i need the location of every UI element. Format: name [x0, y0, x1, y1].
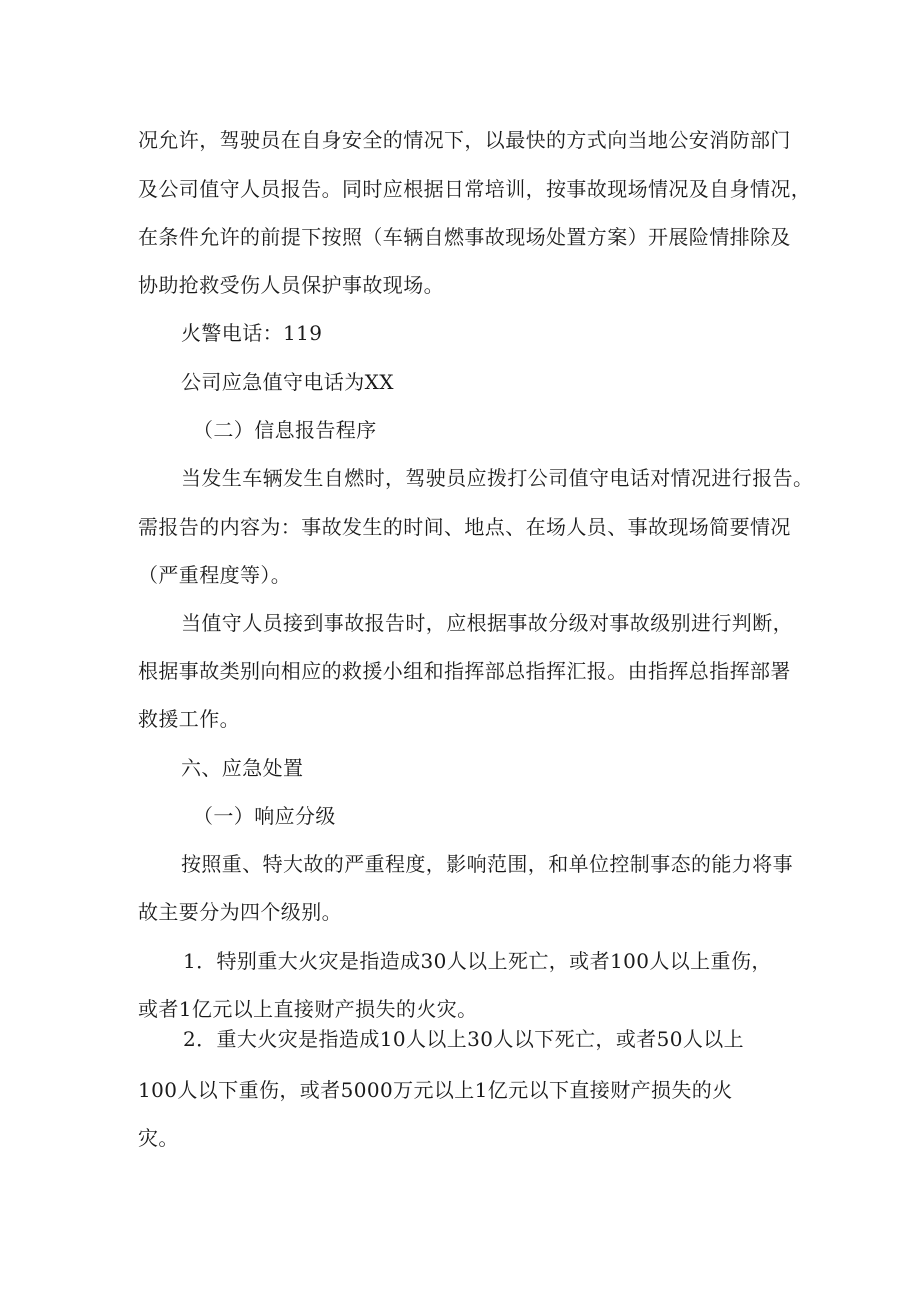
fire-alarm-phone-line: 火警电话：119 [181, 321, 323, 345]
section-heading: （一）响应分级 [193, 804, 336, 828]
paragraph-line: 当值守人员接到事故报告时，应根据事故分级对事故级别进行判断， [181, 611, 793, 635]
list-item-line: 100人以下重伤，或者5000万元以上1亿元以下直接财产损失的火 [138, 1078, 733, 1102]
chapter-heading: 六、应急处置 [181, 756, 304, 780]
paragraph-line: 故主要分为四个级别。 [138, 900, 342, 924]
paragraph-line: 当发生车辆发生自燃时，驾驶员应拨打公司值守电话对情况进行报告。 [181, 466, 814, 490]
paragraph-line: 需报告的内容为：事故发生的时间、地点、在场人员、事故现场简要情况 [138, 515, 791, 539]
list-item-line: 2．重大火灾是指造成10人以上30人以下死亡，或者50人以上 [183, 1027, 745, 1051]
paragraph-line: 在条件允许的前提下按照（车辆自燃事故现场处置方案）开展险情排除及 [138, 225, 791, 249]
paragraph-line: 救援工作。 [138, 707, 240, 731]
list-item-line: 或者1亿元以上直接财产损失的火灾。 [138, 997, 478, 1021]
company-duty-phone-line: 公司应急值守电话为XX [181, 370, 394, 394]
paragraph-line: 根据事故类别向相应的救援小组和指挥部总指挥汇报。由指挥总指挥部署 [138, 659, 791, 683]
paragraph-line: 况允许，驾驶员在自身安全的情况下，以最快的方式向当地公安消防部门 [138, 128, 791, 152]
paragraph-line: （严重程度等）。 [138, 563, 292, 587]
paragraph-line: 及公司值守人员报告。同时应根据日常培训，按事故现场情况及自身情况， [138, 177, 812, 201]
list-item-line: 灾。 [138, 1126, 179, 1150]
paragraph-line: 按照重、特大故的严重程度，影响范围，和单位控制事态的能力将事 [181, 852, 793, 876]
list-item-line: 1．特别重大火灾是指造成30人以上死亡，或者100人以上重伤， [183, 949, 772, 973]
section-heading: （二）信息报告程序 [193, 418, 377, 442]
paragraph-line: 协助抢救受伤人员保护事故现场。 [138, 273, 444, 297]
